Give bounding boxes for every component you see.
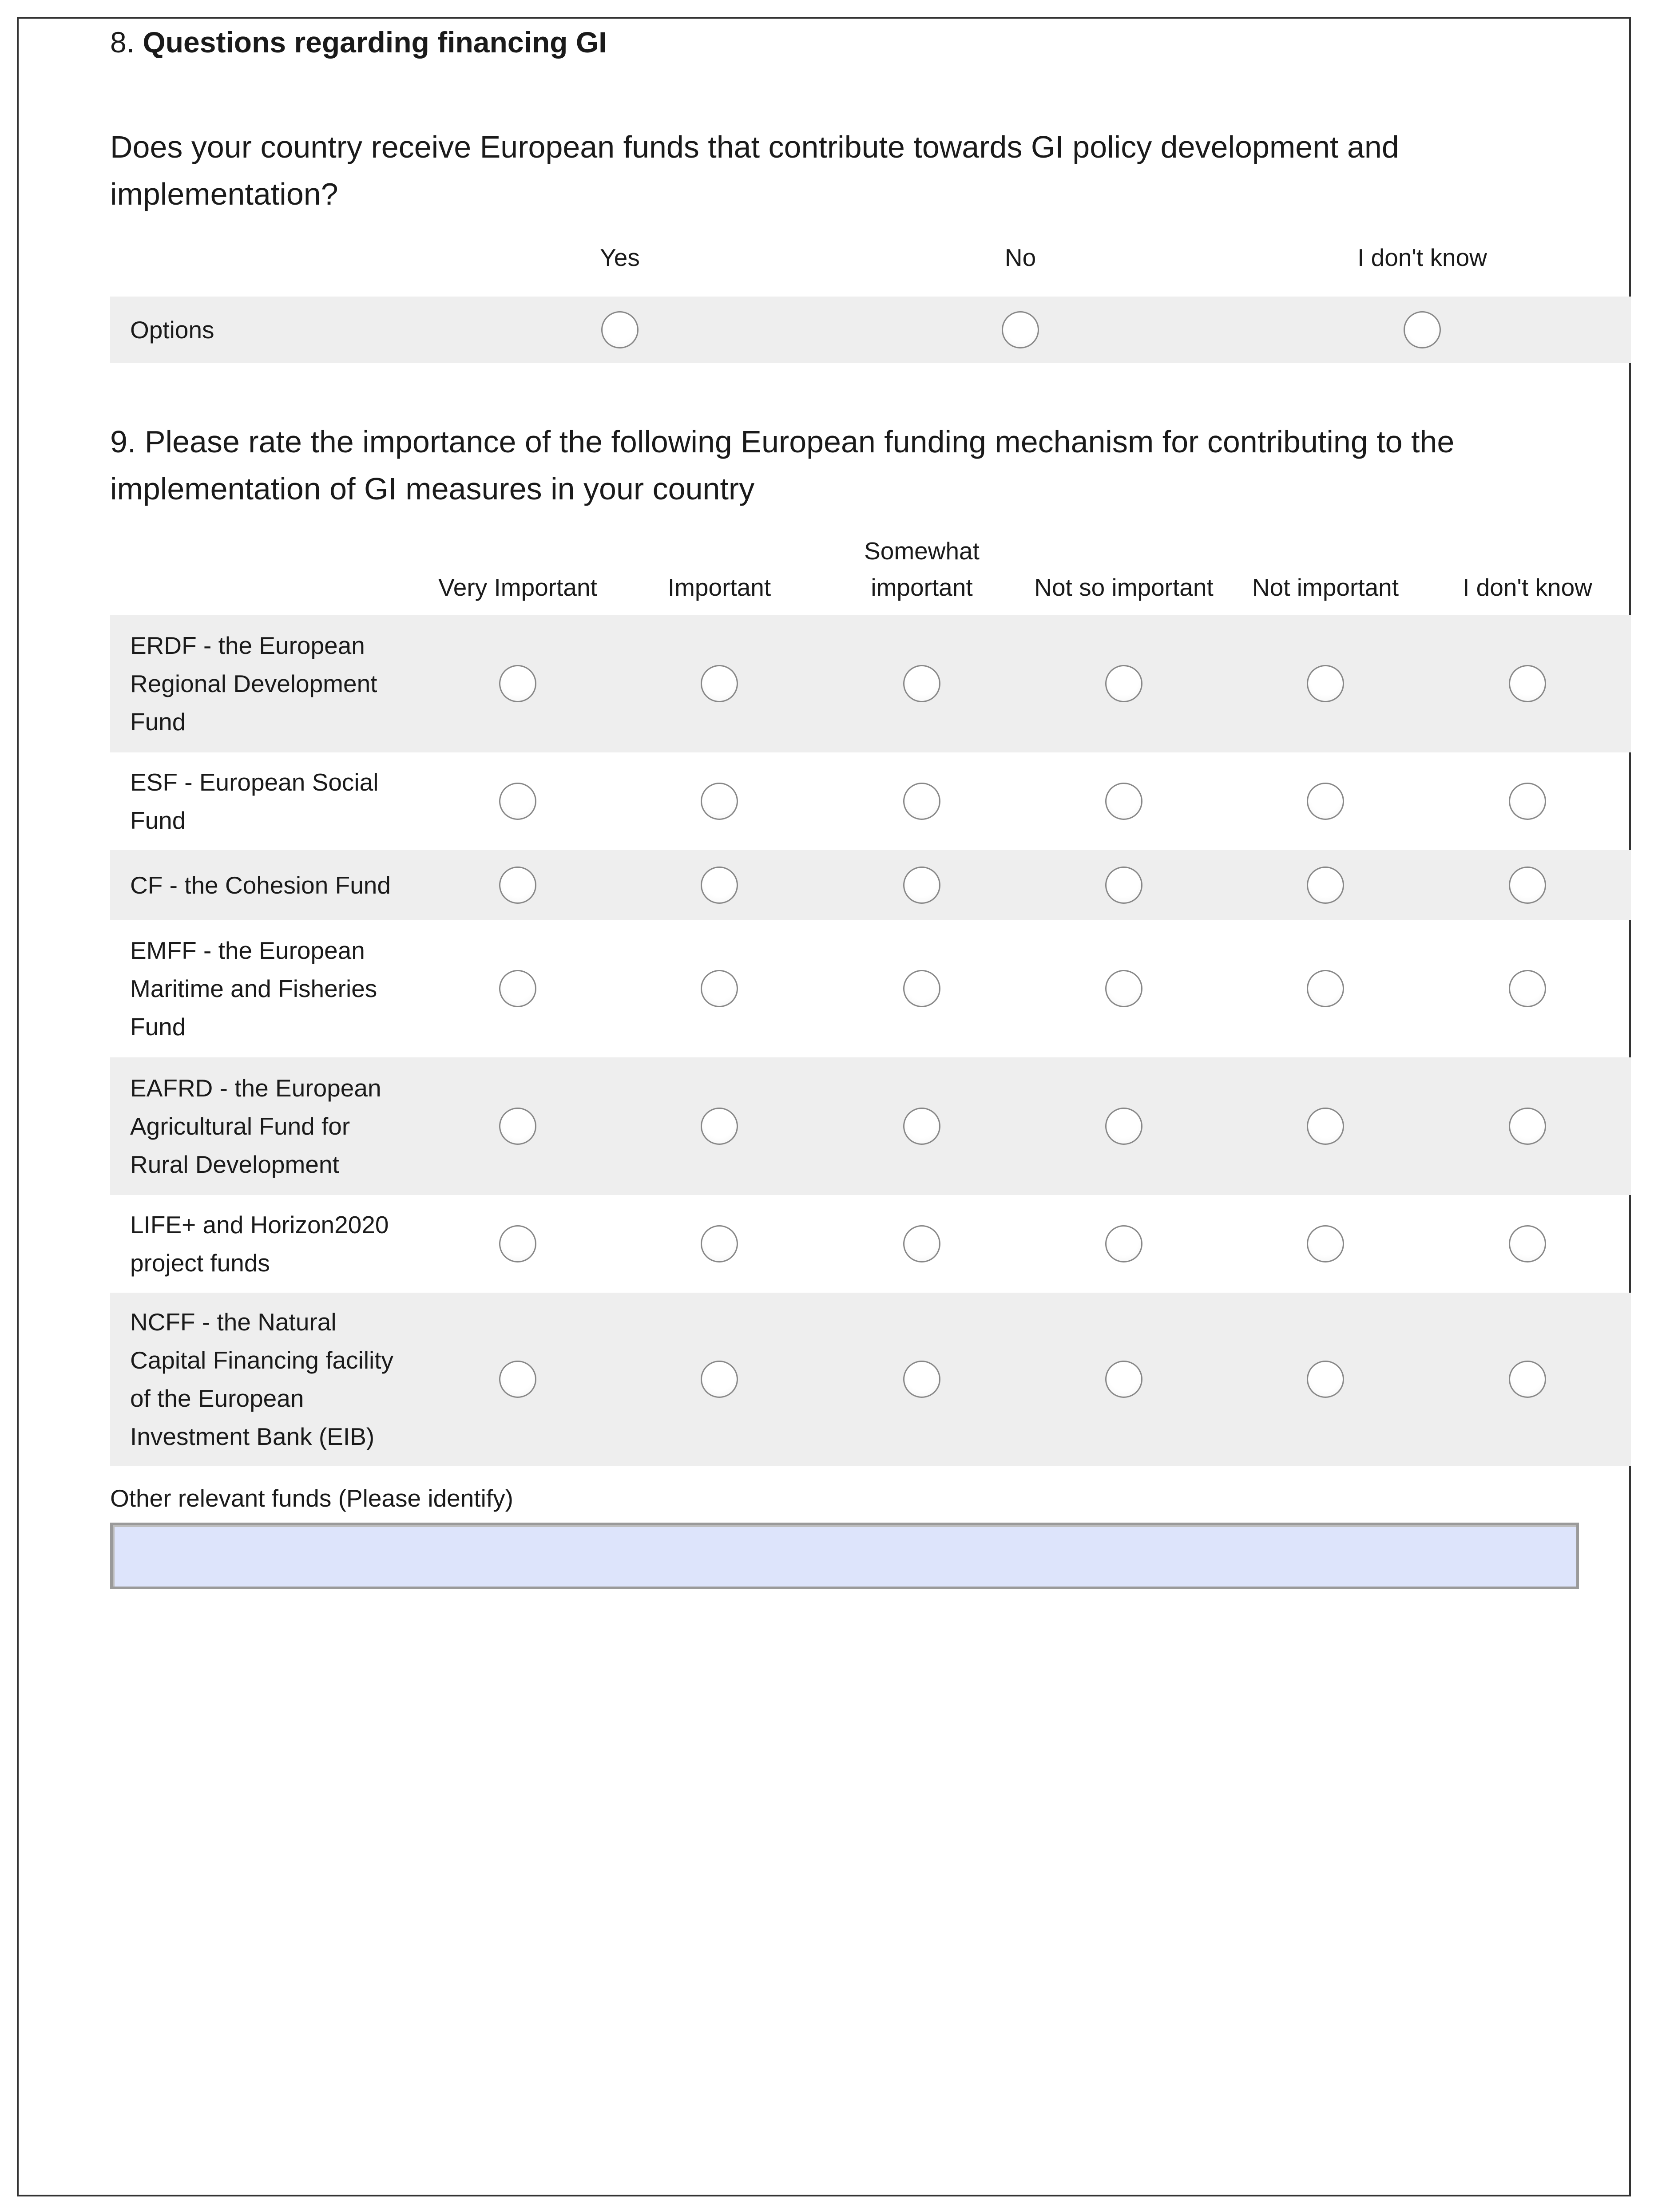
q9-radio-very-important[interactable] xyxy=(499,1225,536,1262)
q8-options-row xyxy=(110,297,1631,363)
q8-column-dont-know: I don't know xyxy=(1357,244,1487,271)
q8-column-no: No xyxy=(1004,244,1036,271)
q9-row-label xyxy=(130,1069,432,1183)
q9-column-somewhat-important xyxy=(824,533,1019,605)
q9-radio-very-important[interactable] xyxy=(499,783,536,820)
q9-row-label-line: ESF - European Social xyxy=(130,768,379,796)
q9-radio-not-important[interactable] xyxy=(1307,970,1344,1007)
q9-radio-not-important[interactable] xyxy=(1307,783,1344,820)
q9-row-label-line: of the European xyxy=(130,1385,304,1412)
q9-row xyxy=(110,752,1631,850)
q9-radio-somewhat-important[interactable] xyxy=(903,867,940,904)
q9-radio-not-so-important[interactable] xyxy=(1105,867,1142,904)
q9-radio-dont-know[interactable] xyxy=(1509,1225,1546,1262)
q9-radio-very-important[interactable] xyxy=(499,867,536,904)
q9-radio-important[interactable] xyxy=(701,665,738,702)
q9-row-label-line: NCFF - the Natural xyxy=(130,1308,337,1336)
q9-row-label-line: Capital Financing facility xyxy=(130,1346,394,1374)
q9-radio-not-important[interactable] xyxy=(1307,867,1344,904)
section-title xyxy=(110,22,607,62)
q9-row-label-line: Maritime and Fisheries xyxy=(130,975,377,1002)
q9-radio-very-important[interactable] xyxy=(499,1108,536,1145)
q9-row-label xyxy=(130,1206,432,1282)
q9-radio-not-so-important[interactable] xyxy=(1105,783,1142,820)
q9-row xyxy=(110,1057,1631,1195)
q9-question-text: 9. Please rate the importance of the following European funding mechanism for contributing to the implementation of GI measures in your country xyxy=(110,424,1455,506)
q9-row-label-line: Rural Development xyxy=(130,1151,339,1178)
q9-radio-somewhat-important[interactable] xyxy=(903,665,940,702)
q8-column-yes: Yes xyxy=(600,244,640,271)
q9-radio-dont-know[interactable] xyxy=(1509,665,1546,702)
other-funds-label: Other relevant funds (Please identify) xyxy=(110,1484,513,1512)
q9-radio-dont-know[interactable] xyxy=(1509,867,1546,904)
q9-radio-very-important[interactable] xyxy=(499,665,536,702)
q9-radio-somewhat-important[interactable] xyxy=(903,1361,940,1398)
q9-row-label xyxy=(130,763,432,839)
q9-radio-somewhat-important[interactable] xyxy=(903,1225,940,1262)
q9-row-label-line: Fund xyxy=(130,807,186,834)
q9-row xyxy=(110,615,1631,752)
q9-radio-dont-know[interactable] xyxy=(1509,783,1546,820)
q9-row-label-line: EAFRD - the European xyxy=(130,1074,381,1102)
q9-radio-not-important[interactable] xyxy=(1307,1108,1344,1145)
q9-row-label-line: Fund xyxy=(130,708,186,736)
q9-row-label xyxy=(130,866,432,904)
q9-radio-not-so-important[interactable] xyxy=(1105,665,1142,702)
q9-column-not-important xyxy=(1228,533,1423,605)
q9-column-important xyxy=(622,533,817,605)
q9-radio-very-important[interactable] xyxy=(499,970,536,1007)
q9-row-label-line: CF - the Cohesion Fund xyxy=(130,871,391,899)
q8-radio-dont-know[interactable] xyxy=(1404,311,1441,348)
q9-row-label-line: Investment Bank (EIB) xyxy=(130,1423,375,1450)
q9-row-label-line: LIFE+ and Horizon2020 xyxy=(130,1211,389,1239)
q9-radio-not-important[interactable] xyxy=(1307,665,1344,702)
q8-row-label: Options xyxy=(130,316,214,344)
q9-radio-important[interactable] xyxy=(701,783,738,820)
q9-column-header-line2: I don't know xyxy=(1463,574,1592,601)
q9-column-header-line1 xyxy=(622,533,817,569)
q9-row xyxy=(110,1195,1631,1293)
q9-radio-important[interactable] xyxy=(701,867,738,904)
q8-radio-no[interactable] xyxy=(1002,311,1039,348)
q9-column-header-line2: Important xyxy=(667,574,771,601)
q9-row xyxy=(110,1293,1631,1466)
q9-column-very-important xyxy=(420,533,615,605)
q9-row-label xyxy=(130,626,432,741)
q9-row xyxy=(110,920,1631,1057)
q9-column-header-line2: Very Important xyxy=(438,574,597,601)
q9-radio-important[interactable] xyxy=(701,1225,738,1262)
section-heading: Questions regarding financing GI xyxy=(143,26,607,59)
q9-column-header-line1 xyxy=(420,533,615,569)
q9-radio-dont-know[interactable] xyxy=(1509,970,1546,1007)
q8-question-text: Does your country receive European funds that contribute towards GI policy development and implementation? xyxy=(110,130,1399,211)
q9-column-header-line2: Not so important xyxy=(1034,574,1214,601)
q9-radio-not-so-important[interactable] xyxy=(1105,1225,1142,1262)
q9-row-label-line: Regional Development xyxy=(130,670,377,697)
q9-column-header-line2: Not important xyxy=(1252,574,1399,601)
q9-row xyxy=(110,850,1631,920)
q9-column-header-line1 xyxy=(1430,533,1625,569)
q8-radio-yes[interactable] xyxy=(601,311,639,348)
q9-row-label-line: Agricultural Fund for xyxy=(130,1112,350,1140)
q9-row-label-line: ERDF - the European xyxy=(130,632,365,659)
q9-column-not-so-important xyxy=(1026,533,1222,605)
q9-radio-not-so-important[interactable] xyxy=(1105,970,1142,1007)
q9-radio-dont-know[interactable] xyxy=(1509,1361,1546,1398)
q9-column-dont-know xyxy=(1430,533,1625,605)
q9-radio-somewhat-important[interactable] xyxy=(903,970,940,1007)
other-funds-input[interactable] xyxy=(110,1523,1579,1589)
q9-radio-important[interactable] xyxy=(701,970,738,1007)
q9-column-header-line1: Somewhat xyxy=(864,537,980,565)
q9-row-label xyxy=(130,1303,432,1456)
q9-row-label-line: Fund xyxy=(130,1013,186,1041)
section-number: 8. xyxy=(110,26,135,59)
q9-radio-somewhat-important[interactable] xyxy=(903,783,940,820)
q9-row-label-line: EMFF - the European xyxy=(130,937,365,964)
q9-radio-somewhat-important[interactable] xyxy=(903,1108,940,1145)
q9-column-header-line1 xyxy=(1228,533,1423,569)
q9-column-header-line1 xyxy=(1026,533,1222,569)
q9-radio-dont-know[interactable] xyxy=(1509,1108,1546,1145)
q9-radio-important[interactable] xyxy=(701,1108,738,1145)
q9-radio-very-important[interactable] xyxy=(499,1361,536,1398)
q9-column-header-line2: important xyxy=(871,574,973,601)
q9-radio-not-so-important[interactable] xyxy=(1105,1108,1142,1145)
q9-radio-not-important[interactable] xyxy=(1307,1361,1344,1398)
q9-row-label xyxy=(130,931,432,1046)
q9-row-label-line: project funds xyxy=(130,1249,270,1277)
q9-radio-not-important[interactable] xyxy=(1307,1225,1344,1262)
q9-radio-important[interactable] xyxy=(701,1361,738,1398)
q9-radio-not-so-important[interactable] xyxy=(1105,1361,1142,1398)
